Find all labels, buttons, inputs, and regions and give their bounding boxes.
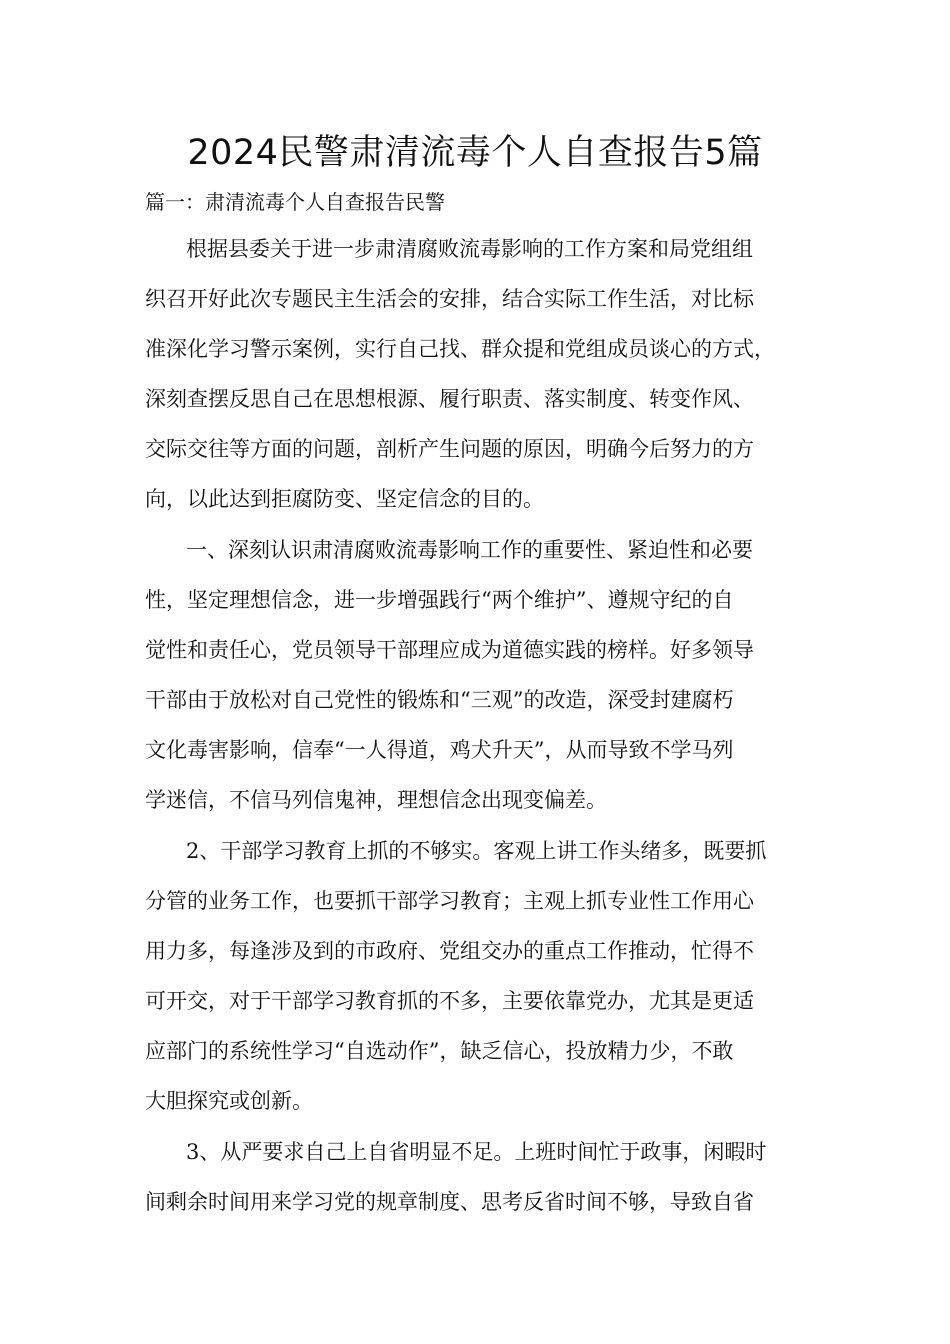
paragraph-line: 2、干部学习教育上抓的不够实。客观上讲工作头绪多，既要抓 xyxy=(186,839,767,863)
paragraph-line: 3、从严要求自己上自省明显不足。上班时间忙于政事，闲暇时 xyxy=(186,1140,767,1164)
paragraph-line: 一、深刻认识肃清腐败流毒影响工作的重要性、紧迫性和必要 xyxy=(186,538,753,562)
paragraph-line: 性，坚定理想信念，进一步增强践行“两个维护”、遵规守纪的自 xyxy=(145,588,734,612)
paragraph-line: 准深化学习警示案例，实行自己找、群众提和党组成员谈心的方式， xyxy=(145,337,775,361)
paragraph-line: 用力多，每逢涉及到的市政府、党组交办的重点工作推动，忙得不 xyxy=(145,939,754,963)
document-title: 2024民警肃清流毒个人自查报告5篇 xyxy=(187,133,763,173)
paragraph-line: 文化毒害影响，信奉“一人得道，鸡犬升天”，从而导致不学马列 xyxy=(145,738,734,762)
paragraph-line: 干部由于放松对自己党性的锻炼和“三观”的改造，深受封建腐朽 xyxy=(145,688,734,712)
paragraph-line: 间剩余时间用来学习党的规章制度、思考反省时间不够，导致自省 xyxy=(145,1190,754,1214)
paragraph-line: 交际交往等方面的问题，剖析产生问题的原因，明确今后努力的方 xyxy=(145,437,754,461)
paragraph-line: 可开交，对于干部学习教育抓的不多，主要依靠党办，尤其是更适 xyxy=(145,989,754,1013)
paragraph-line: 应部门的系统性学习“自选动作”，缺乏信心，投放精力少，不敢 xyxy=(145,1039,734,1063)
paragraph-line: 织召开好此次专题民主生活会的安排，结合实际工作生活，对比标 xyxy=(145,287,754,311)
paragraph-line: 向，以此达到拒腐防变、坚定信念的目的。 xyxy=(145,487,544,511)
paragraph-line: 根据县委关于进一步肃清腐败流毒影响的工作方案和局党组组 xyxy=(186,237,753,261)
section-heading: 篇一：肃清流毒个人自查报告民警 xyxy=(145,190,445,214)
paragraph-line: 学迷信，不信马列信鬼神，理想信念出现变偏差。 xyxy=(145,788,607,812)
paragraph-line: 分管的业务工作，也要抓干部学习教育；主观上抓专业性工作用心 xyxy=(145,889,754,913)
paragraph-line: 觉性和责任心，党员领导干部理应成为道德实践的榜样。好多领导 xyxy=(145,638,754,662)
paragraph-line: 大胆探究或创新。 xyxy=(145,1089,313,1113)
paragraph-line: 深刻查摆反思自己在思想根源、履行职责、落实制度、转变作风、 xyxy=(145,387,754,411)
